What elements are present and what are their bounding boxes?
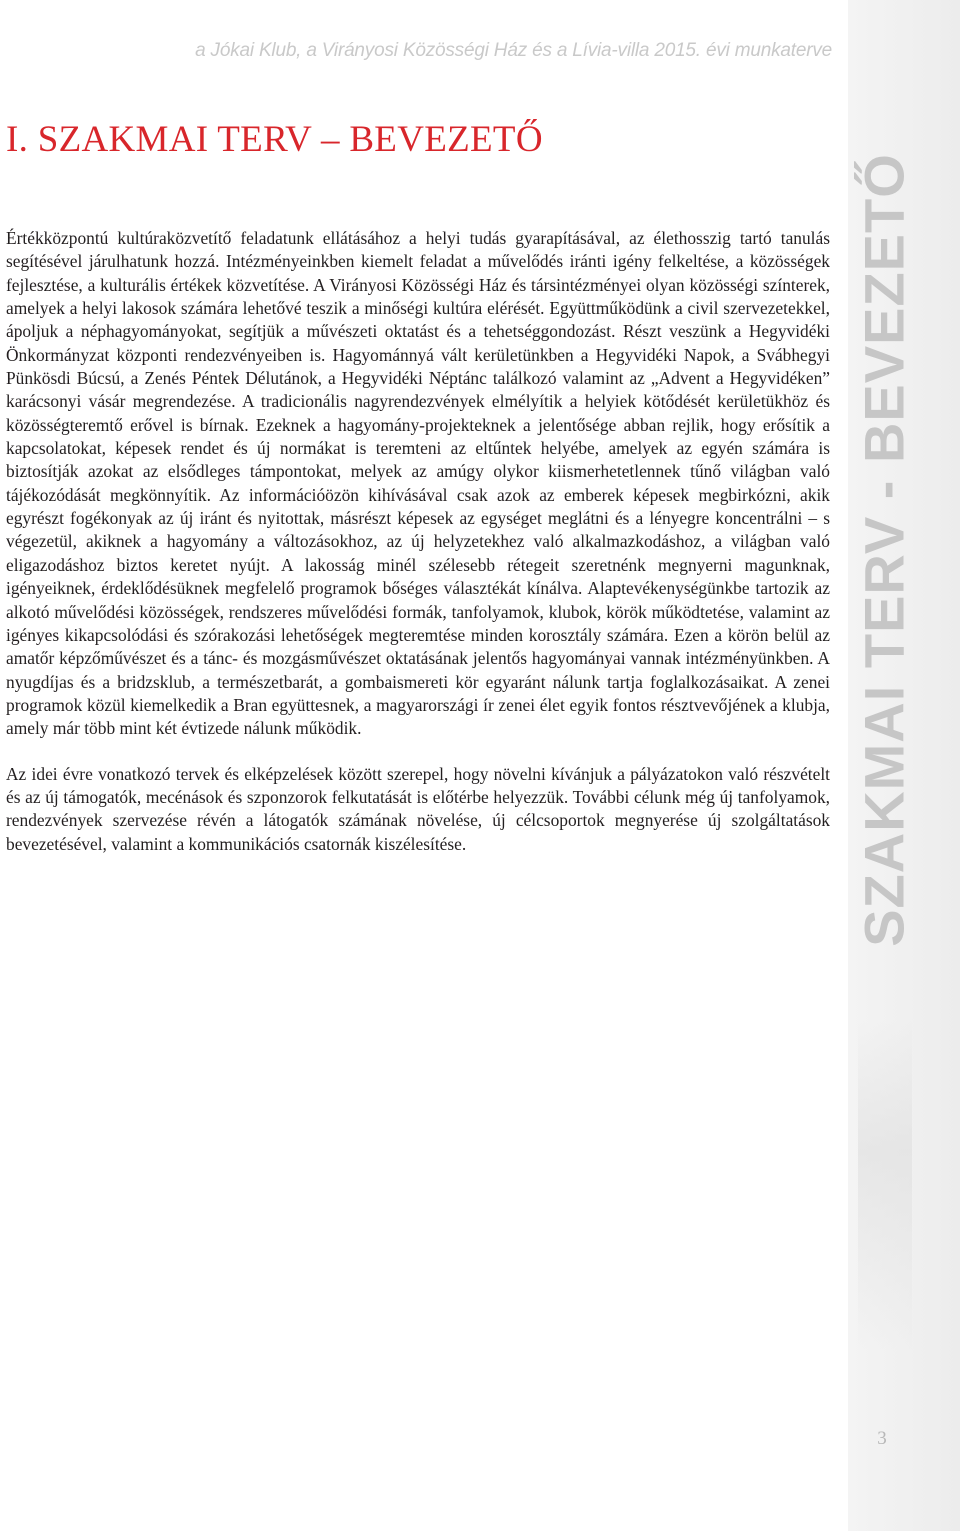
vertical-section-title: SZAKMAI TERV - BEVEZETŐ bbox=[852, 153, 916, 947]
paragraph-intro: Értékközpontú kultúraközvetítő feladatunk ellátásához a helyi tudás gyarapításával, az élethosszig tartó tanulás segítésével járulhatunk hozzá. Intézményeinkben kiemelt feladat a művelődés iránti igény felkeltése, a közösségek fejlesztése, a kulturális értékek közvetítése. A Virányosi Közösségi Ház és társintézményei olyan közösségi színterek, amelyek a helyi lakosok számára lehetővé teszik a minőségi kultúra elérését. Együttműködünk a civil szervezetekkel, ápoljuk a néphagyományokat, segítjük a művészeti oktatást és a tehetséggondozást. Részt veszünk a Hegyvidéki Önkormányzat központi rendezvényeiben is. Hagyománnyá vált kerületünkben a Hegyvidéki Napok, a Svábhegyi Pünkösdi Búcsú, a Zenés Péntek Délutánok, a Hegyvidéki Néptánc találkozó valamint az „Advent a Hegyvidéken” karácsonyi vásár megrendezése. A tradicionális nagyrendezvények elmélyítik a helyiek kötődését kerületükhöz és közösségteremtő erővel is bírnak. Ezeknek a hagyomány-projekteknek a jelentősége abban rejlik, hogy erősítik a kapcsolatokat, képesek rendet és új normákat is teremteni az eltűntek helyébe, amelyek az egyén számára is biztosítják azokat az elsődleges támpontokat, melyek az amúgy olykor kiismerhetetlennek tűnő világban való tájékozódását megkönnyítik. Az információözön kihívásával csak azok az emberek képesek megbirkózni, akik egyrészt fogékonyak az új iránt és nyitottak, másrészt képesek az egységet meglátni és a lényegre koncentrálni – s végezetül, akiknek a hagyomány a változásokhoz, az új helyzetekhez való alkalmazkodáshoz, a világban való eligazodáshoz biztos keretet nyújt. A lakosság minél szélesebb rétegeit szeretnénk megnyerni magunknak, igényeiknek, érdeklődésüknek megfelelő programok bőséges választékát kínálva. Alaptevékenységünkbe tartozik az alkotó művelődési közösségek, rendszeres művelődési formák, tanfolyamok, klubok, körök működtetése, valamint az igényes kikapcsolódási és szórakozási lehetőségek megteremtése minden korosztály számára. Ezen a körön belül az amatőr képzőművészet és a tánc- és mozgásművészet oktatásának jelentős hagyományai vannak intézményünkben. A nyugdíjas és a bridzsklub, a természetbarát, a gombaismereti kör egyaránt nálunk tartja foglalkozásaikat. A zenei programok közül kiemelkedik a Bran együttesnek, a magyarországi ír zenei élet egyik fontos résztvevőjének a klubja, amely már több mint két évtizede nálunk működik. bbox=[6, 228, 830, 739]
page-number: 3 bbox=[877, 1428, 887, 1449]
body-text bbox=[6, 227, 830, 856]
paragraph-plans: Az idei évre vonatkozó tervek és elképzelések között szerepel, hogy növelni kívánjuk a pályázatokon való részvételt és az új támogatók, mecénások és szponzorok felkutatását is előtérbe helyezzük. További célunk még új tanfolyamok, rendezvények szervezése révén a látogatók számának növelése, új célcsoportok megnyerése új szolgáltatások bevezetésével, valamint a kommunikációs csatornák kiszélesítése. bbox=[6, 763, 830, 854]
side-title-container bbox=[852, 120, 916, 980]
side-band-shading bbox=[858, 1020, 912, 1350]
running-header: a Jókai Klub, a Virányosi Közösségi Ház és a Lívia-villa 2015. évi munkaterve bbox=[195, 40, 832, 61]
section-title: I. SZAKMAI TERV – BEVEZETŐ bbox=[6, 119, 543, 160]
